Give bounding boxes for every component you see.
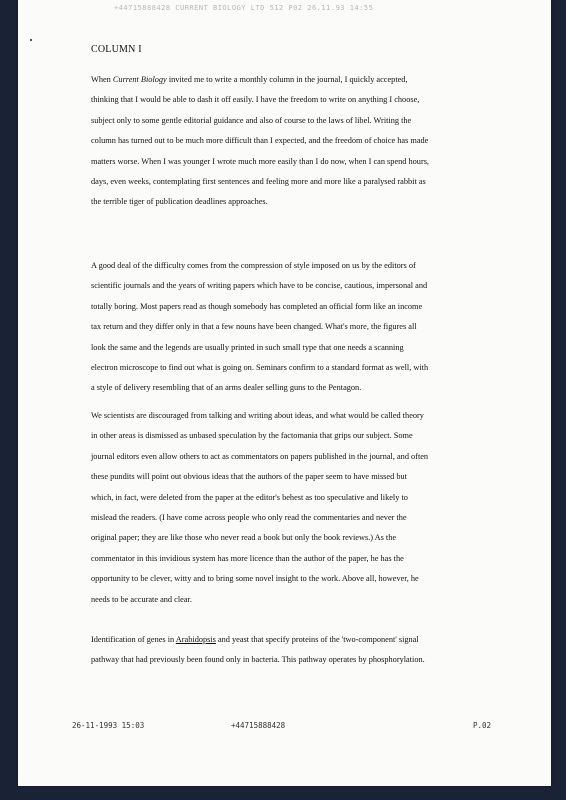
paragraph-4 (91, 630, 463, 671)
text-line: scientific journals and the years of writing papers which have to be concise, cautious, impersonal and (91, 281, 428, 291)
text-line: days, even weeks, contemplating first sentences and feeling more and more like a paralysed rabbit as (91, 177, 426, 187)
scan-speck (30, 39, 32, 41)
page-heading: COLUMN I (91, 44, 142, 55)
fax-footer-page-number: P.02 (473, 721, 492, 730)
paragraph-3 (91, 406, 463, 610)
text-line: column has turned out to be much more difficult than I expected, and the freedom of choice has made (91, 136, 429, 146)
text-line: commentator in this invidious system has more licence than the author of the paper, he has the (91, 553, 404, 563)
text-line: the terrible tiger of publication deadlines approaches. (91, 197, 268, 207)
text-line: mislead the readers. (I have come across people who only read the commentaries and never the (91, 513, 407, 523)
text-line: subject only to some gentle editorial guidance and also of course to the laws of libel. Writing the (91, 115, 412, 125)
text-line: which, in fact, were deleted from the paper at the editor's behest as too speculative and likely to (91, 492, 408, 502)
text-line: tax return and they differ only in that a few nouns have been changed. What's more, the figures all (91, 322, 417, 332)
document-page (18, 0, 551, 786)
fax-footer-date: 26-11-1993 15:03 (72, 721, 145, 730)
text-line: totally boring. Most papers read as though somebody has completed an official form like an income (91, 301, 423, 311)
text-line: original paper; they are like those who never read a book but only the book reviews.) As the (91, 533, 397, 543)
paragraph-2 (91, 256, 463, 399)
text-line: electron microscope to find out what is going on. Seminars confirm to a standard format as well, with (91, 363, 429, 373)
text-line: matters worse. When I was younger I wrote much more easily than I do now, when I can spend hours, (91, 156, 430, 166)
text-line: look the same and the legends are usually printed in such small type that one needs a scanning (91, 342, 404, 352)
text-line: opportunity to be clever, witty and to bring some novel insight to the work. Above all, however, he (91, 574, 419, 584)
journal-name: Current Biology (112, 75, 167, 84)
text-run: and yeast that specify proteins of the 'two-component' signal (215, 635, 419, 644)
text-line: a style of delivery resembling that of an arms dealer selling guns to the Pentagon. (91, 383, 362, 393)
text-line: journal editors even allow others to act as commentators on papers published in the journal, and often (91, 451, 429, 461)
text-run: invited me to write a monthly column in the journal, I quickly accepted, (166, 75, 408, 84)
text-line: these pundits will point out obvious ideas that the authors of the paper seem to have missed but (91, 472, 407, 482)
text-line: We scientists are discouraged from talking and writing about ideas, and what would be called theory (91, 411, 424, 420)
text-line (91, 630, 463, 650)
text-line: in other areas is dismissed as unbased speculation by the factomania that grips our subject. Some (91, 431, 413, 441)
text-line: A good deal of the difficulty comes from the compression of style imposed on us by the editors of (91, 261, 416, 270)
text-run: When (91, 75, 113, 84)
species-name: Arabidopsis (175, 635, 216, 644)
text-line: pathway that had previously been found only in bacteria. This pathway operates by phosphorylation. (91, 655, 425, 665)
fax-footer-phone: +44715888428 (231, 721, 286, 730)
paragraph-1 (91, 70, 463, 213)
text-line (91, 70, 463, 90)
fax-transmission-header: +44715888428 CURRENT BIOLOGY LTD 512 P02 26.11.93 14:55 (114, 4, 374, 12)
text-line: needs to be accurate and clear. (91, 594, 192, 604)
text-run: Identification of genes in (91, 635, 176, 644)
text-line: thinking that I would be able to dash it off easily. I have the freedom to write on anything I choose, (91, 95, 420, 105)
